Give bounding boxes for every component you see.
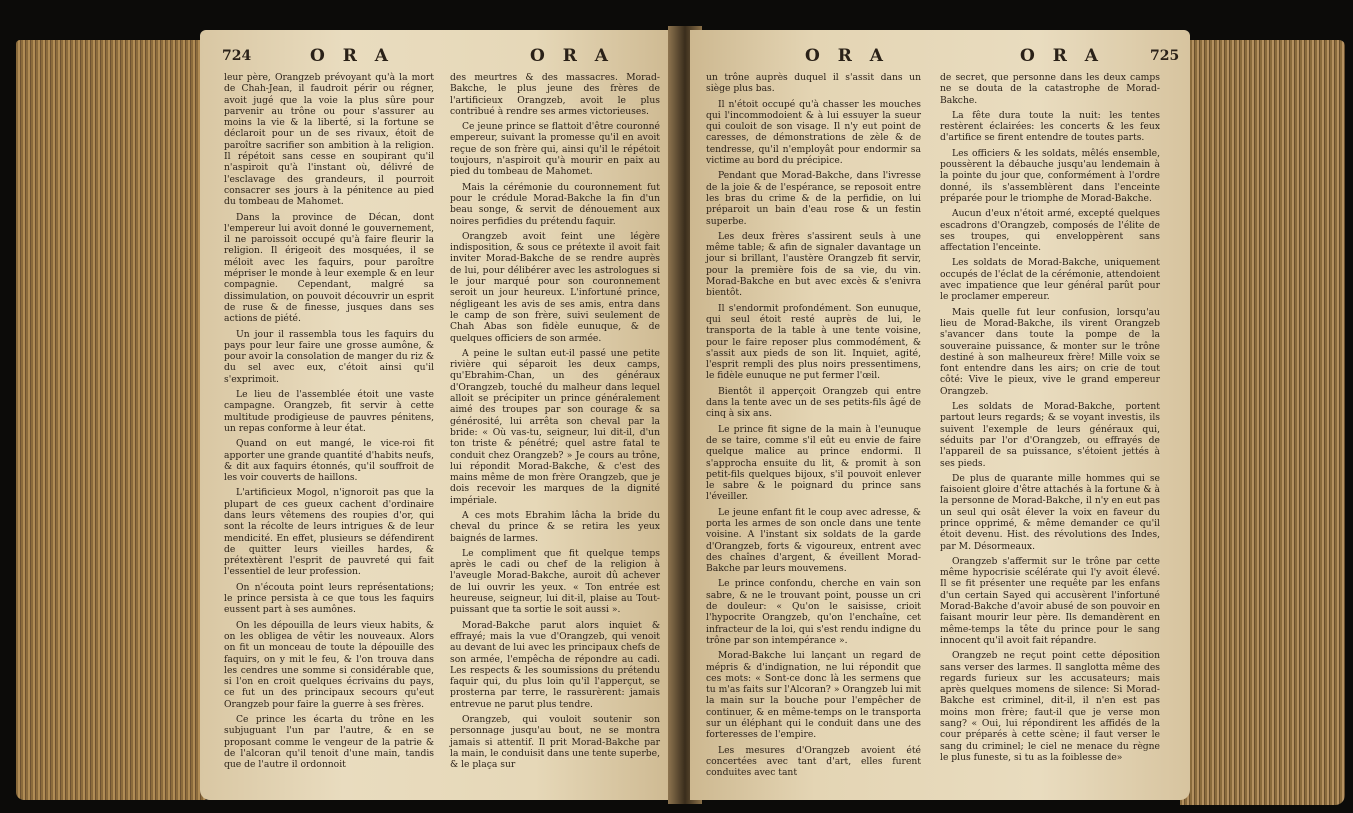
paragraph: Il s'endormit profondément. Son eunuque, qui seul étoit resté auprès de lui, le transporta de la table à une tente voisine, pour le faire reposer plus commodément, & s'assit aux pieds de son lit. Inquiet, agité, l'esprit rempli des plus noirs pressentimens, le fidèle eunuque ne put fermer l'œil. (706, 302, 921, 382)
paragraph: Pendant que Morad-Bakche, dans l'ivresse de la joie & de l'espérance, se reposoit entre les bras du crime & de la perfidie, on lui préparoit un bain d'eau rose & un festin superbe. (706, 170, 921, 227)
paragraph: De plus de quarante mille hommes qui se faisoient gloire d'être attachés à la fortune & à la personne de Morad-Bakche, il n'y en eut pas un seul qui osât élever la voix en faveur du prince opprimé, & même demander ce qu'il étoit devenu. Hist. des révolutions des Indes, par M. Désormeaux. (940, 472, 1160, 552)
paragraph: de secret, que personne dans les deux camps ne se douta de la catastrophe de Morad-Bakche. (940, 72, 1160, 106)
running-head-left-2: O R A (530, 46, 614, 66)
paragraph: La fête dura toute la nuit: les tentes restèrent éclairées: les concerts & les feux d'artifice se firent entendre de toutes parts. (940, 109, 1160, 144)
paragraph: Mais la cérémonie du couronnement fut pour le crédule Morad-Bakche la fin d'un beau songe, & servit de dénouement aux noires perfidies du prétendu faquir. (450, 181, 660, 227)
paragraph: Quand on eut mangé, le vice-roi fit apporter une grande quantité d'habits neufs, & dit aux faquirs étonnés, qu'il souffroit de les voir couverts de haillons. (224, 438, 434, 484)
paragraph: Orangzeb, qui vouloit soutenir son personnage jusqu'au bout, ne se montra jamais si attentif. Il prit Morad-Bakche par la main, le conduisit dans une tente superbe, & le plaça sur (450, 714, 660, 771)
paragraph: Le jeune enfant fit le coup avec adresse, & porta les armes de son oncle dans une tente voisine. A l'instant six soldats de la garde d'Orangzeb, forts & vigoureux, entrent avec des chaînes d'argent, & éveillent Morad-Bakche par leurs mouvemens. (706, 506, 921, 575)
paragraph: L'artificieux Mogol, n'ignoroit pas que la plupart de ces gueux cachent d'ordinaire dans leurs vêtemens des roupies d'or, qui sont la récolte de leurs intrigues & de leur mendicité. En effet, plusieurs se défendirent de quitter leurs vieilles hardes, & prétextèrent l'esprit de pauvreté qui fait l'essentiel de leur profession. (224, 487, 434, 578)
paragraph: Orangzeb ne reçut point cette déposition sans verser des larmes. Il sanglotta même des regards furieux sur les accusateurs; mais après quelques momens de silence: Si Morad-Bakche est criminel, dit-il, il n'en est pas moins mon frère; faut-il que je verse mon sang? « Oui, lui répondirent les affidés de la cour préparés à cette scène; il faut verser le sang du criminel; le ciel ne menace du règne le plus funeste, si tu as la foiblesse de» (940, 650, 1160, 763)
running-head-right-2: O R A (1020, 46, 1104, 66)
paragraph: leur père, Orangzeb prévoyant qu'à la mort de Chah-Jean, il faudroit périr ou régner, avoit jugé que la voie la plus sûre pour parvenir au trône ou pour s'assurer au moins la vie & la liberté, si la fortune se déclaroit pour un de ses rivaux, étoit de paroître sacrifier son ambition à la religion. Il répétoit sans cesse en soupirant qu'il n'aspiroit qu'à l'instant où, délivré de l'esclavage des grandeurs, il pourroit consacrer ses jours à la pénitence au pied du tombeau de Mahomet. (224, 72, 434, 208)
paragraph: Le compliment que fit quelque temps après le cadi ou chef de la religion à l'aveugle Morad-Bakche, auroit dû achever de lui ouvrir les yeux. « Ton entrée est heureuse, seigneur, lui dit-il, plaise au Tout-puissant que ta sortie le soit aussi ». (450, 547, 660, 616)
paragraph: Ce prince les écarta du trône en les subjuguant l'un par l'autre, & en se proposant comme le vengeur de la patrie & de l'alcoran qu'il tenoit d'une main, tandis que de l'autre il ordonnoit (224, 714, 434, 771)
paragraph: Ce jeune prince se flattoit d'être couronné empereur, suivant la promesse qu'il en avoit reçue de son frère qui, ainsi qu'il le répétoit toujours, n'aspiroit qu'à mourir en paix au pied du tombeau de Mahomet. (450, 121, 660, 178)
paragraph: On les dépouilla de leurs vieux habits, & on les obligea de vêtir les nouveaux. Alors on fit un monceau de toute la dépouille des faquirs, on y mit le feu, & l'on trouva dans les cendres une somme si considérable que, si l'on en croit quelques écrivains du pays, ce fut un des principaux secours qu'eut Orangzeb pour faire la guerre à ses frères. (224, 619, 434, 710)
left-page-column-2 (450, 72, 660, 775)
paragraph: Morad-Bakche lui lançant un regard de mépris & d'indignation, ne lui répondit que ces mots: « Sont-ce donc là les sermens que tu m'as faits sur l'Alcoran? » Orangzeb lui mit la main sur la bouche pour l'empêcher de continuer, & en même-temps on le transporta sur un éléphant qui le conduit dans une des forteresses de l'empire. (706, 650, 921, 741)
right-page-column-2 (940, 72, 1160, 767)
paragraph: Les mesures d'Orangzeb avoient été concertées avec tant d'art, elles furent conduites avec tant (706, 744, 921, 779)
paragraph: Aucun d'eux n'étoit armé, excepté quelques escadrons d'Orangzeb, composés de l'élite de ses troupes, qui enveloppèrent sans affectation l'enceinte. (940, 208, 1160, 254)
paragraph: un trône auprès duquel il s'assit dans un siège plus bas. (706, 72, 921, 95)
paragraph: Les deux frères s'assirent seuls à une même table; & afin de signaler davantage un jour si brillant, l'austère Orangzeb fit servir, pour la première fois de sa vie, du vin. Morad-Bakche en but avec excès & s'enivra bientôt. (706, 230, 921, 299)
left-page (200, 30, 678, 800)
paragraph: Un jour il rassembla tous les faquirs du pays pour leur faire une grosse aumône, & pour avoir la consolation de manger du riz & du sel avec eux, c'étoit ainsi qu'il s'exprimoit. (224, 328, 434, 385)
running-head-left-1: O R A (310, 46, 394, 66)
paragraph: Mais quelle fut leur confusion, lorsqu'au lieu de Morad-Bakche, ils virent Orangzeb s'avancer dans toute la pompe de la souveraine puissance, & monter sur le trône destiné à son malheureux frère! Mille voix se font entendre dans les airs; on crie de tout côté: Vive le pieux, vive le grand empereur Orangzeb. (940, 306, 1160, 397)
paragraph: Il n'étoit occupé qu'à chasser les mouches qui l'incommodoient & à lui essuyer la sueur qui couloit de son visage. Il n'y eut point de caresses, de démonstrations de zèle & de tendresse, qu'il n'employât pour endormir sa victime au bord du précipice. (706, 98, 921, 167)
paragraph: des meurtres & des massacres. Morad-Bakche, le plus jeune des frères de l'artificieux Orangzeb, avoit le plus contribué à rendre ses armes victorieuses. (450, 72, 660, 117)
page-number-left: 724 (222, 48, 252, 64)
paragraph: Les soldats de Morad-Bakche, uniquement occupés de l'éclat de la cérémonie, attendoient avec impatience que leur général parût pour le proclamer empereur. (940, 257, 1160, 303)
paragraph: On n'écouta point leurs représentations; le prince persista à ce que tous les faquirs eussent part à ses aumônes. (224, 581, 434, 616)
page-number-right: 725 (1150, 48, 1180, 64)
paragraph: Orangzeb avoit feint une légère indisposition, & sous ce prétexte il avoit fait inviter Morad-Bakche de se rendre auprès de lui, pour délibérer avec les astrologues si le jour marqué pour son couronnement seroit un jour heureux. L'infortuné prince, négligeant les avis de ses amis, entra dans le camp de son frère, suivi seulement de Chah Abas son fidèle eunuque, & de quelques officiers de son armée. (450, 230, 660, 344)
page-edges-left (16, 40, 206, 800)
paragraph: Orangzeb s'affermit sur le trône par cette même hypocrisie scélérate qui l'y avoit élevé. Il se fit présenter une requête par les enfans d'un certain Sayed qui accusèrent l'infortuné Morad-Bakche d'avoir abusé de son pouvoir en faisant mourir leur père. Ils demandèrent en même-temps la tête du prince pour le sang innocent qu'il avoit fait répandre. (940, 555, 1160, 646)
paragraph: Les soldats de Morad-Bakche, portent partout leurs regards; & se voyant investis, ils suivent l'exemple de leurs généraux qui, séduits par l'or d'Orangzeb, ou effrayés de l'appareil de sa puissance, s'étoient jettés à ses pieds. (940, 401, 1160, 469)
right-page-column-1 (706, 72, 921, 783)
left-page-column-1 (224, 72, 434, 775)
page-edges-right (1180, 40, 1345, 805)
paragraph: Morad-Bakche parut alors inquiet & effrayé; mais la vue d'Orangzeb, qui venoit au devant de lui avec les principaux chefs de son armée, l'empêcha de répondre au cadi. Les respects & les soumissions du prétendu faquir qui, du plus loin qu'il l'apperçut, se prosterna par terre, le rassurèrent: jamais entrevue ne parut plus tendre. (450, 619, 660, 710)
paragraph: Le lieu de l'assemblée étoit une vaste campagne. Orangzeb, fit servir à cette multitude prodigieuse de pauvres pénitens, un repas conforme à leur état. (224, 389, 434, 434)
running-head-right-1: O R A (805, 46, 889, 66)
paragraph: Dans la province de Décan, dont l'empereur lui avoit donné le gouvernement, il ne paroissoit occupé qu'à faire fleurir la religion. Il érigeoit des mosquées, il se méloit avec les faquirs, pour paroître mépriser le monde à leur exemple & en leur compagnie. Cependant, malgré sa dissimulation, on pouvoit découvrir un esprit de ruse & de finesse, jusques dans ses actions de piété. (224, 211, 434, 325)
paragraph: Les officiers & les soldats, mêlés ensemble, poussèrent la débauche jusqu'au lendemain à la pointe du jour que, conformément à l'ordre donné, ils s'assemblèrent dans l'enceinte préparée pour le triomphe de Morad-Bakche. (940, 147, 1160, 204)
right-page (690, 30, 1190, 800)
paragraph: Le prince fit signe de la main à l'eunuque de se taire, comme s'il eût eu envie de faire quelque malice au prince endormi. Il s'approcha ensuite du lit, & promit à son petit-fils quelques bijoux, s'il pouvoit enlever le sabre & le poignard du prince sans l'éveiller. (706, 423, 921, 503)
paragraph: A ces mots Ebrahim lâcha la bride du cheval du prince & se retira les yeux baignés de larmes. (450, 509, 660, 544)
paragraph: A peine le sultan eut-il passé une petite rivière qui séparoit les deux camps, qu'Ebrahim-Chan, un des généraux d'Orangzeb, touché du malheur dans lequel alloit se précipiter un prince généralement aimé des troupes par son courage & sa générosité, lui arrêta son cheval par la bride: « Où vas-tu, seigneur, lui dit-il, d'un ton triste & pénétré; quel astre fatal te conduit chez Orangzeb? » Je cours au trône, lui répondit Morad-Bakche, & c'est des mains même de mon frère Orangzeb, que je dois recevoir les marques de la dignité impériale. (450, 347, 660, 506)
paragraph: Bientôt il apperçoit Orangzeb qui entre dans la tente avec un de ses petits-fils âgé de cinq à six ans. (706, 385, 921, 420)
paragraph: Le prince confondu, cherche en vain son sabre, & ne le trouvant point, pousse un cri de douleur: « Qu'on le saisisse, crioit l'hypocrite Orangzeb, qu'on l'enchaîne, cet infracteur de la loi, qui s'est rendu indigne du trône par son intempérance ». (706, 578, 921, 646)
